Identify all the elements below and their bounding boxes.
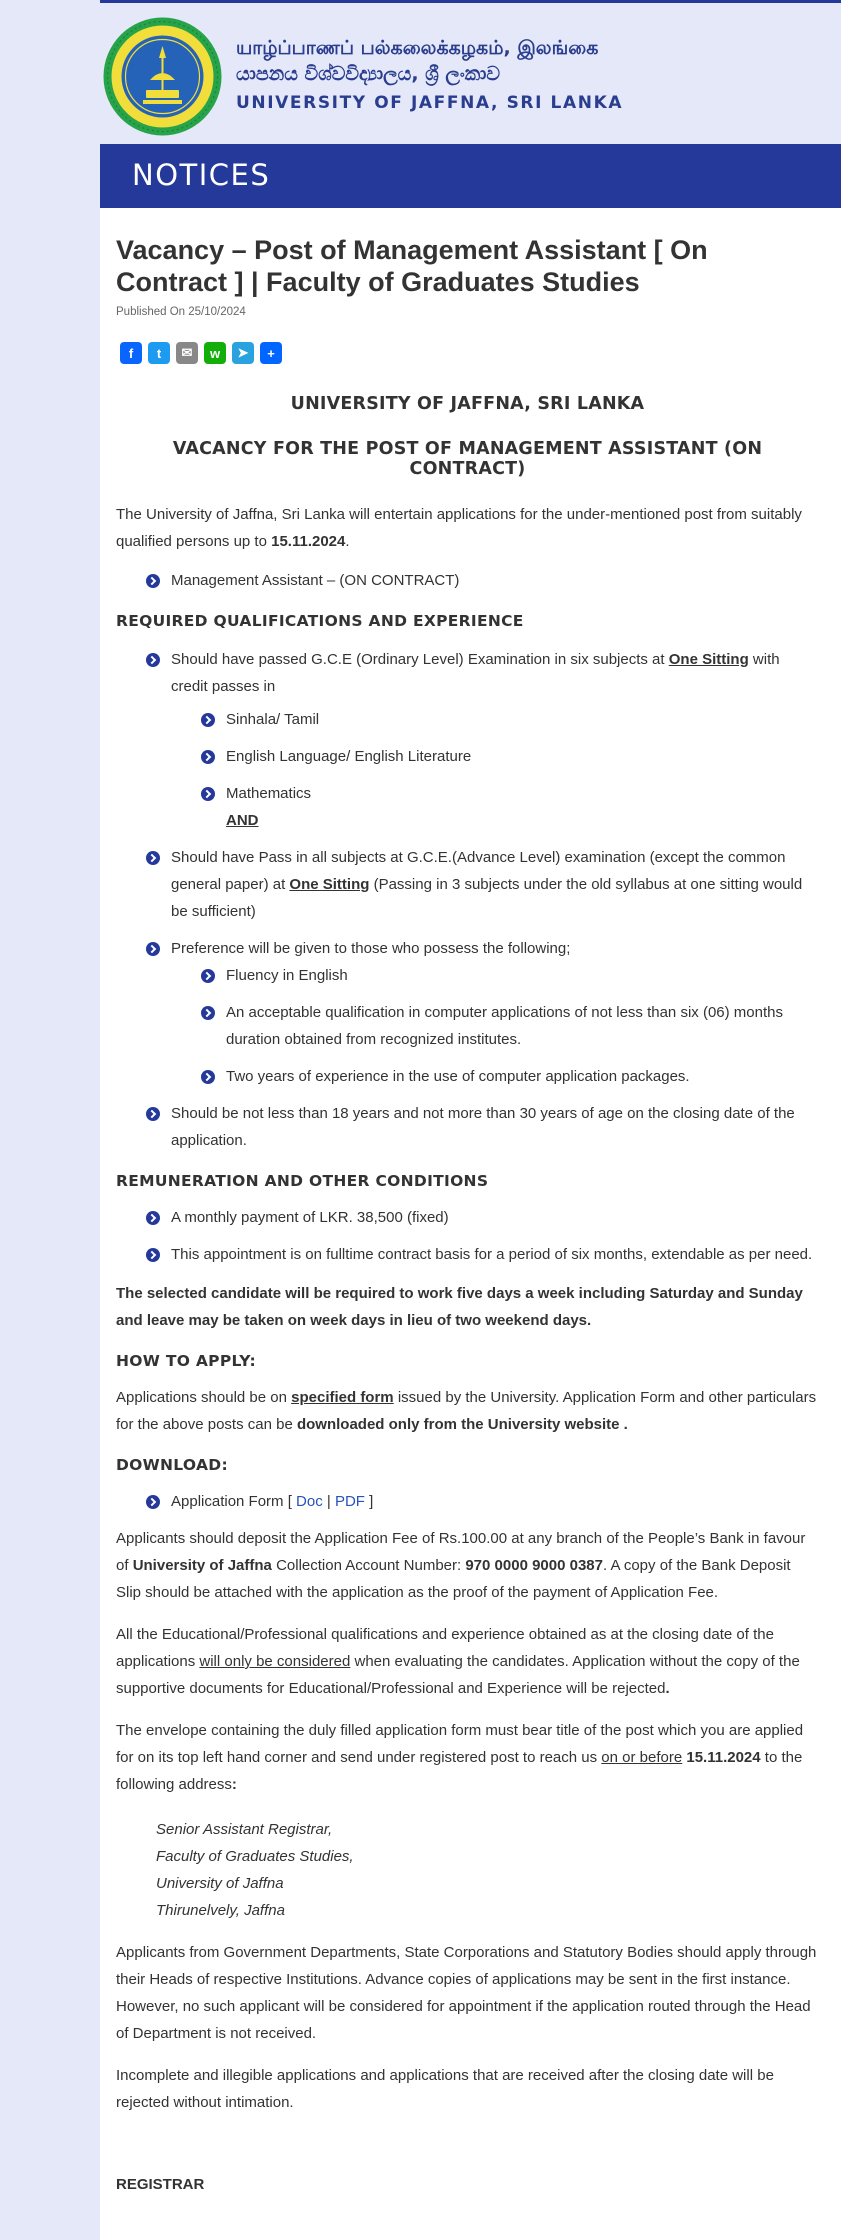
qual-note-text: All the Educational/Professional qualifications and experience obtained as at the closing date of the applications — [116, 1626, 774, 1670]
list-item — [116, 962, 819, 989]
notices-banner — [100, 144, 841, 208]
fee-paragraph — [116, 1525, 819, 1606]
email-share-button[interactable] — [176, 342, 198, 364]
facebook-share-button[interactable] — [120, 342, 142, 364]
post-title: Vacancy – Post of Management Assistant [ On Contract ] | Faculty of Graduates Studies — [116, 235, 708, 297]
q4-text: Should be not less than 18 years and not more than 30 years of age on the closing date of the application. — [171, 1105, 795, 1149]
fee-text: Applicants should deposit the Application Fee of Rs.100.00 at any branch of the People’s Bank in favour of — [116, 1530, 806, 1574]
notice-content — [100, 208, 841, 2240]
bracket-close: ] — [364, 1493, 374, 1510]
q1-text: Should have passed G.C.E (Ordinary Level) Examination in six subjects at — [171, 651, 669, 668]
list-item — [116, 1241, 819, 1268]
q2-text-end: (Passing in 3 subjects under the old syllabus at one sitting would be sufficient) — [171, 876, 803, 920]
left-margin — [0, 0, 100, 2240]
application-form-label: Application Form [ — [171, 1493, 297, 1510]
qualifications-heading: REQUIRED QUALIFICATIONS AND EXPERIENCE — [116, 612, 524, 630]
chevron-right-icon — [146, 1107, 160, 1121]
subject-text: English Language/ English Literature — [226, 748, 472, 765]
remuneration-text: This appointment is on fulltime contract basis for a period of six months, extendable as per need. — [171, 1246, 813, 1263]
whatsapp-share-button[interactable] — [204, 342, 226, 364]
pdf-download-link[interactable]: PDF — [334, 1493, 365, 1510]
remuneration-list — [116, 1204, 819, 1268]
chevron-right-icon — [146, 653, 160, 667]
remuneration-heading: REMUNERATION AND OTHER CONDITIONS — [116, 1172, 489, 1190]
envelope-paragraph — [116, 1717, 819, 1798]
telegram-icon: ➤ — [237, 345, 249, 360]
download-only-emphasis: downloaded only from the University website . — [296, 1416, 628, 1433]
university-name-english: UNIVERSITY OF JAFFNA, SRI LANKA — [236, 93, 624, 113]
university-name-tamil: யாழ்ப்பாணப் பல்கலைக்கழகம், இலங்கை — [236, 37, 599, 59]
chevron-right-icon — [146, 1495, 160, 1509]
how-to-apply-heading: HOW TO APPLY: — [116, 1352, 256, 1370]
subjects-list — [116, 706, 819, 834]
twitter-icon: t — [156, 345, 162, 361]
address-line: University of Jaffna — [156, 1875, 284, 1892]
incomplete-applications-note: Incomplete and illegible applications and applications that are received after the closing date will be rejected without intimation. — [116, 2067, 774, 2111]
q1-text-end: with credit passes in — [171, 651, 780, 695]
chevron-right-icon — [201, 1006, 215, 1020]
address-line: Thirunelvely, Jaffna — [156, 1902, 285, 1919]
q3-text: Preference will be given to those who possess the following; — [171, 940, 571, 957]
qualifications-list-cont — [116, 844, 819, 962]
doc-download-link[interactable]: Doc — [296, 1493, 323, 1510]
university-logo[interactable] — [102, 16, 223, 137]
deadline-date: 15.11.2024 — [686, 1749, 761, 1766]
twitter-share-button[interactable] — [148, 342, 170, 364]
government-applicants-note: Applicants from Government Departments, State Corporations and Statutory Bodies should apply through their Heads of respective Institutions. Advance copies of applications may be sent in the first instance. However, no such applicant will be considered for appointment if the application routed through the Head of Department is not received. — [116, 1944, 817, 2042]
subject-text: Mathematics — [226, 785, 312, 802]
qualification-note — [116, 1621, 819, 1702]
university-emphasis: University of Jaffna — [132, 1557, 272, 1574]
preferences-list — [116, 962, 819, 1090]
plus-icon: + — [267, 345, 275, 361]
considered-emphasis: will only be considered — [199, 1653, 351, 1670]
apply-text-cont: issued by the University. Application Form and other particulars for the above posts can be — [116, 1389, 817, 1433]
intro-text: The University of Jaffna, Sri Lanka will entertain applications for the under-mentioned post from suitably qualified persons up to — [116, 506, 802, 550]
subject-text: Sinhala/ Tamil — [226, 711, 320, 728]
preference-text: An acceptable qualification in computer applications of not less than six (06) months duration obtained from recognized institutes. — [226, 1004, 783, 1048]
download-list — [116, 1488, 819, 1515]
intro-end: . — [345, 533, 350, 550]
share-more-button[interactable] — [260, 342, 282, 364]
colon: : — [231, 1776, 237, 1793]
preference-text: Two years of experience in the use of computer application packages. — [226, 1068, 690, 1085]
account-number: 970 0000 9000 0387 — [465, 1557, 603, 1574]
facebook-icon: f — [128, 345, 134, 361]
qual-note-end: . — [665, 1680, 670, 1697]
qualifications-list-end — [116, 1100, 819, 1154]
envelope-text: The envelope containing the duly filled application form must bear title of the post which you are applied for on its top left hand corner and send under registered post to reach us — [116, 1722, 804, 1766]
post-item-text: Management Assistant – (ON CONTRACT) — [171, 572, 460, 589]
chevron-right-icon — [201, 713, 215, 727]
and-emphasis: AND — [226, 812, 259, 829]
one-sitting-emphasis: One Sitting — [668, 651, 749, 668]
envelope-text-end: to the following address — [116, 1749, 803, 1793]
chevron-right-icon — [201, 750, 215, 764]
chevron-right-icon — [146, 942, 160, 956]
list-item — [116, 1100, 819, 1154]
q2-text: Should have Pass in all subjects at G.C.E.(Advance Level) examination (except the common general paper) at — [171, 849, 786, 893]
apply-paragraph — [116, 1384, 819, 1438]
mailing-address — [156, 1816, 819, 1924]
link-separator: | — [322, 1493, 335, 1510]
banner-title: NOTICES — [132, 158, 271, 192]
registrar-signature: REGISTRAR — [116, 2176, 205, 2193]
qualifications-list — [116, 646, 819, 700]
chevron-right-icon — [146, 1248, 160, 1262]
chevron-right-icon — [201, 1070, 215, 1084]
chevron-right-icon — [146, 851, 160, 865]
site-header — [100, 3, 841, 144]
published-date: Published On 25/10/2024 — [116, 306, 246, 318]
list-item — [116, 780, 819, 834]
list-item — [116, 743, 819, 770]
preference-text: Fluency in English — [226, 967, 348, 984]
chevron-right-icon — [146, 1211, 160, 1225]
chevron-right-icon — [201, 969, 215, 983]
email-icon: ✉ — [181, 345, 193, 360]
address-line: Senior Assistant Registrar, — [156, 1821, 333, 1838]
fee-text-cont: Collection Account Number: — [271, 1557, 466, 1574]
qual-note-cont: when evaluating the candidates. Application without the copy of the supportive documents for Educational/Professional and Experience will be rejected — [116, 1653, 800, 1697]
fee-text-end: . A copy of the Bank Deposit Slip should be attached with the application as the proof of the payment of Application Fee. — [116, 1557, 791, 1601]
intro-paragraph — [116, 501, 819, 555]
work-schedule-note: The selected candidate will be required to work five days a week including Saturday and Sunday and leave may be taken on week days in lieu of two weekend days. — [116, 1285, 803, 1329]
download-heading: DOWNLOAD: — [116, 1456, 228, 1474]
university-name-block — [236, 35, 623, 117]
on-or-before-emphasis: on or before — [601, 1749, 683, 1766]
heading-vacancy: VACANCY FOR THE POST OF MANAGEMENT ASSISTANT (ON CONTRACT) — [172, 439, 763, 479]
closing-date: 15.11.2024 — [271, 533, 346, 550]
remuneration-text: A monthly payment of LKR. 38,500 (fixed) — [171, 1209, 449, 1226]
address-line: Faculty of Graduates Studies, — [156, 1848, 354, 1865]
university-name-sinhala: යාපනය විශ්වවිද්‍යාලය, ශ්‍රී ලංකාව — [236, 63, 501, 85]
list-item — [116, 999, 819, 1053]
telegram-share-button[interactable] — [232, 342, 254, 364]
list-item — [116, 1488, 819, 1515]
apply-text: Applications should be on — [116, 1389, 292, 1406]
heading-university: UNIVERSITY OF JAFFNA, SRI LANKA — [290, 394, 645, 414]
list-item — [116, 1063, 819, 1090]
whatsapp-icon: w — [209, 345, 221, 361]
list-item — [116, 935, 819, 962]
list-item — [116, 706, 819, 733]
specified-form-emphasis: specified form — [291, 1389, 394, 1406]
list-item — [116, 1204, 819, 1231]
list-item — [116, 646, 819, 700]
list-item — [116, 844, 819, 925]
share-buttons — [120, 342, 819, 364]
post-list — [116, 567, 819, 594]
one-sitting-emphasis: One Sitting — [289, 876, 370, 893]
chevron-right-icon — [146, 574, 160, 588]
list-item — [116, 567, 819, 594]
chevron-right-icon — [201, 787, 215, 801]
